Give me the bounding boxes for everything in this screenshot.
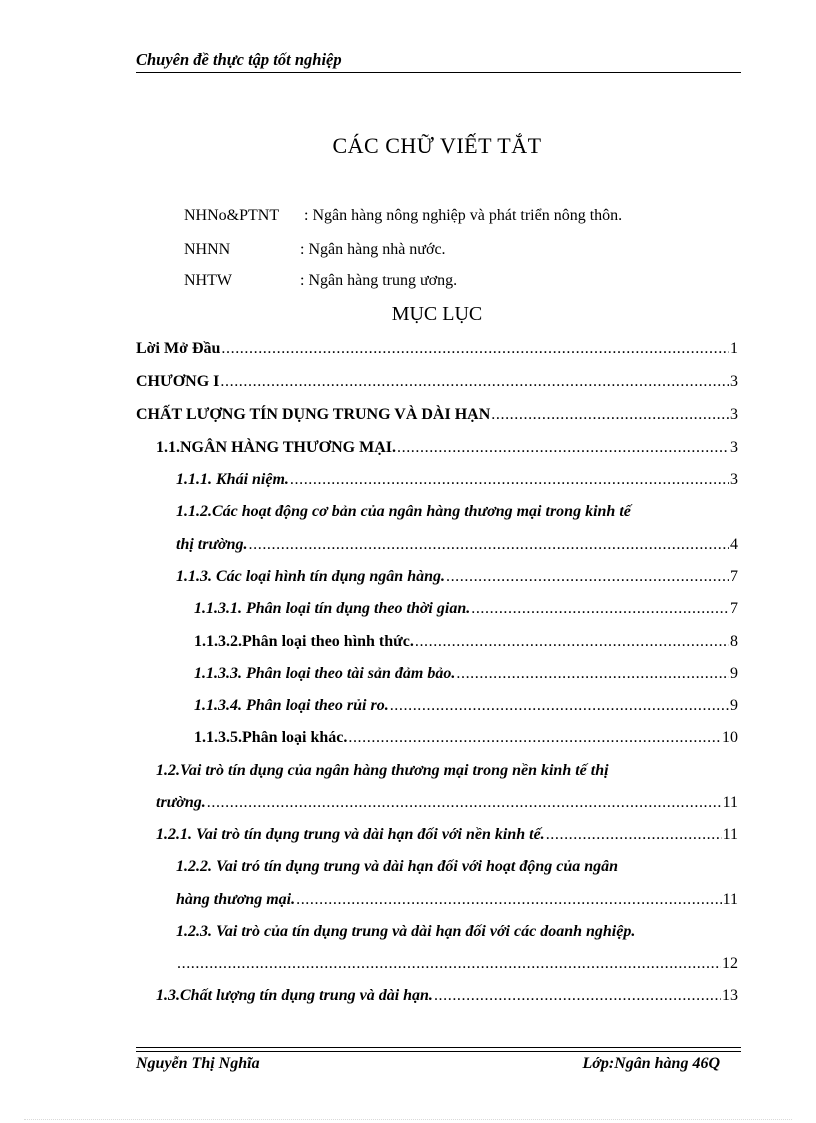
toc-entry-page: 7: [730, 568, 738, 585]
toc-entry[interactable]: [176, 471, 738, 493]
footer-rule: [136, 1047, 741, 1048]
toc-entry-text: 1.2.2. Vai tró tín dụng trung và dài hạn đối với hoạt động của ngân: [176, 858, 619, 875]
toc-entry-text: trường.: [156, 794, 206, 811]
toc-entry-page: 12: [722, 955, 738, 972]
toc-entry[interactable]: [194, 600, 738, 622]
toc-entry[interactable]: [136, 340, 738, 362]
toc-entry[interactable]: [176, 568, 738, 590]
toc-entry[interactable]: [194, 633, 738, 655]
abbreviations-title: CÁC CHỮ VIẾT TẮT: [332, 133, 542, 158]
footer-class: Lớp:Ngân hàng 46Q: [582, 1055, 720, 1072]
toc-entry[interactable]: [136, 373, 738, 395]
toc-entry-text: 1.1.3. Các loại hình tín dụng ngân hàng.: [176, 568, 445, 585]
toc-entry-text: Lời Mở Đầu: [136, 340, 221, 357]
abbreviation-row: [184, 272, 458, 290]
abbreviation-definition: : Ngân hàng nhà nước.: [300, 241, 446, 258]
toc-entry-text: 1.2.Vai trò tín dụng của ngân hàng thương mại trong nền kinh tế thị: [156, 762, 609, 779]
toc-entry[interactable]: [176, 955, 738, 977]
toc-entry-text: 1.2.1. Vai trò tín dụng trung và dài hạn đối với nền kinh tế.: [156, 826, 545, 843]
toc-entry-page: 8: [730, 633, 738, 650]
page-header-title: Chuyên đề thực tập tốt nghiệp: [136, 50, 342, 69]
toc-entry-text: 1.2.3. Vai trò của tín dụng trung và dài hạn đối với các doanh nghiệp.: [176, 923, 636, 940]
toc-entry-page: 3: [730, 439, 738, 456]
toc-entry-text: 1.1.3.2.Phân loại theo hình thức.: [194, 633, 414, 650]
abbreviation-definition: : Ngân hàng nông nghiệp và phát triển nông thôn.: [304, 207, 623, 224]
page-bottom-border: [24, 1119, 792, 1120]
toc-entry-page: 13: [722, 987, 738, 1004]
toc-entry-text: 1.1.2.Các hoạt động cơ bản của ngân hàng thương mại trong kinh tế: [176, 503, 631, 520]
toc-entry-page: 3: [730, 373, 738, 390]
abbreviation-row: [184, 241, 446, 259]
toc-entry-page: 9: [730, 665, 738, 682]
toc-entry-page: 11: [722, 794, 738, 811]
toc-entry[interactable]: [156, 762, 738, 784]
toc-entry-text: 1.1.3.1. Phân loại tín dụng theo thời gian.: [194, 600, 471, 617]
toc-entry[interactable]: [156, 794, 738, 816]
footer-rule: [136, 1051, 741, 1052]
toc-entry-text: 1.1.NGÂN HÀNG THƯƠNG MẠI.: [156, 439, 396, 456]
toc-entry[interactable]: [156, 439, 738, 461]
footer-author: Nguyễn Thị Nghĩa: [136, 1055, 260, 1072]
toc-entry[interactable]: [194, 729, 738, 751]
toc-entry[interactable]: [176, 503, 738, 525]
toc-entry[interactable]: [176, 536, 738, 558]
toc-entry-text: CHẤT LƯỢNG TÍN DỤNG TRUNG VÀ DÀI HẠN: [136, 406, 491, 423]
toc-entry-text: CHƯƠNG I: [136, 373, 220, 390]
abbreviation-definition: : Ngân hàng trung ương.: [300, 272, 458, 289]
toc-entry-text: hàng thương mại.: [176, 891, 296, 908]
toc-entry-text: 1.1.3.4. Phân loại theo rủi ro.: [194, 697, 389, 714]
toc-title: MỤC LỤC: [391, 303, 483, 325]
toc-entry-page: 10: [722, 729, 738, 746]
toc-entry[interactable]: [194, 697, 738, 719]
abbreviation-term: NHTW: [184, 272, 232, 289]
header-rule: [136, 72, 741, 73]
toc-entry-text: 1.1.3.3. Phân loại theo tài sản đảm bảo.: [194, 665, 456, 682]
abbreviation-term: NHNo&PTNT: [184, 207, 280, 224]
toc-entry-text: 1.1.1. Khái niệm.: [176, 471, 289, 488]
abbreviation-row: [184, 207, 623, 225]
toc-entry[interactable]: [176, 891, 738, 913]
toc-entry-page: 4: [730, 536, 738, 553]
toc-entry-text: thị trường.: [176, 536, 248, 553]
toc-entry[interactable]: [136, 406, 738, 428]
toc-entry-page: 7: [730, 600, 738, 617]
toc-entry-page: 3: [730, 406, 738, 423]
toc-entry[interactable]: [176, 858, 738, 880]
toc-entry[interactable]: [156, 987, 738, 1009]
toc-entry-page: 11: [722, 826, 738, 843]
toc-entry[interactable]: [194, 665, 738, 687]
toc-entry-page: 11: [722, 891, 738, 908]
abbreviation-term: NHNN: [184, 241, 231, 258]
toc-entry-page: 3: [730, 471, 738, 488]
toc-entry[interactable]: [156, 826, 738, 848]
toc-entry-page: 1: [730, 340, 738, 357]
toc-entry-page: 9: [730, 697, 738, 714]
toc-entry-text: 1.3.Chất lượng tín dụng trung và dài hạn.: [156, 987, 433, 1004]
toc-entry-text: 1.1.3.5.Phân loại khác.: [194, 729, 348, 746]
toc-entry[interactable]: [176, 923, 738, 945]
